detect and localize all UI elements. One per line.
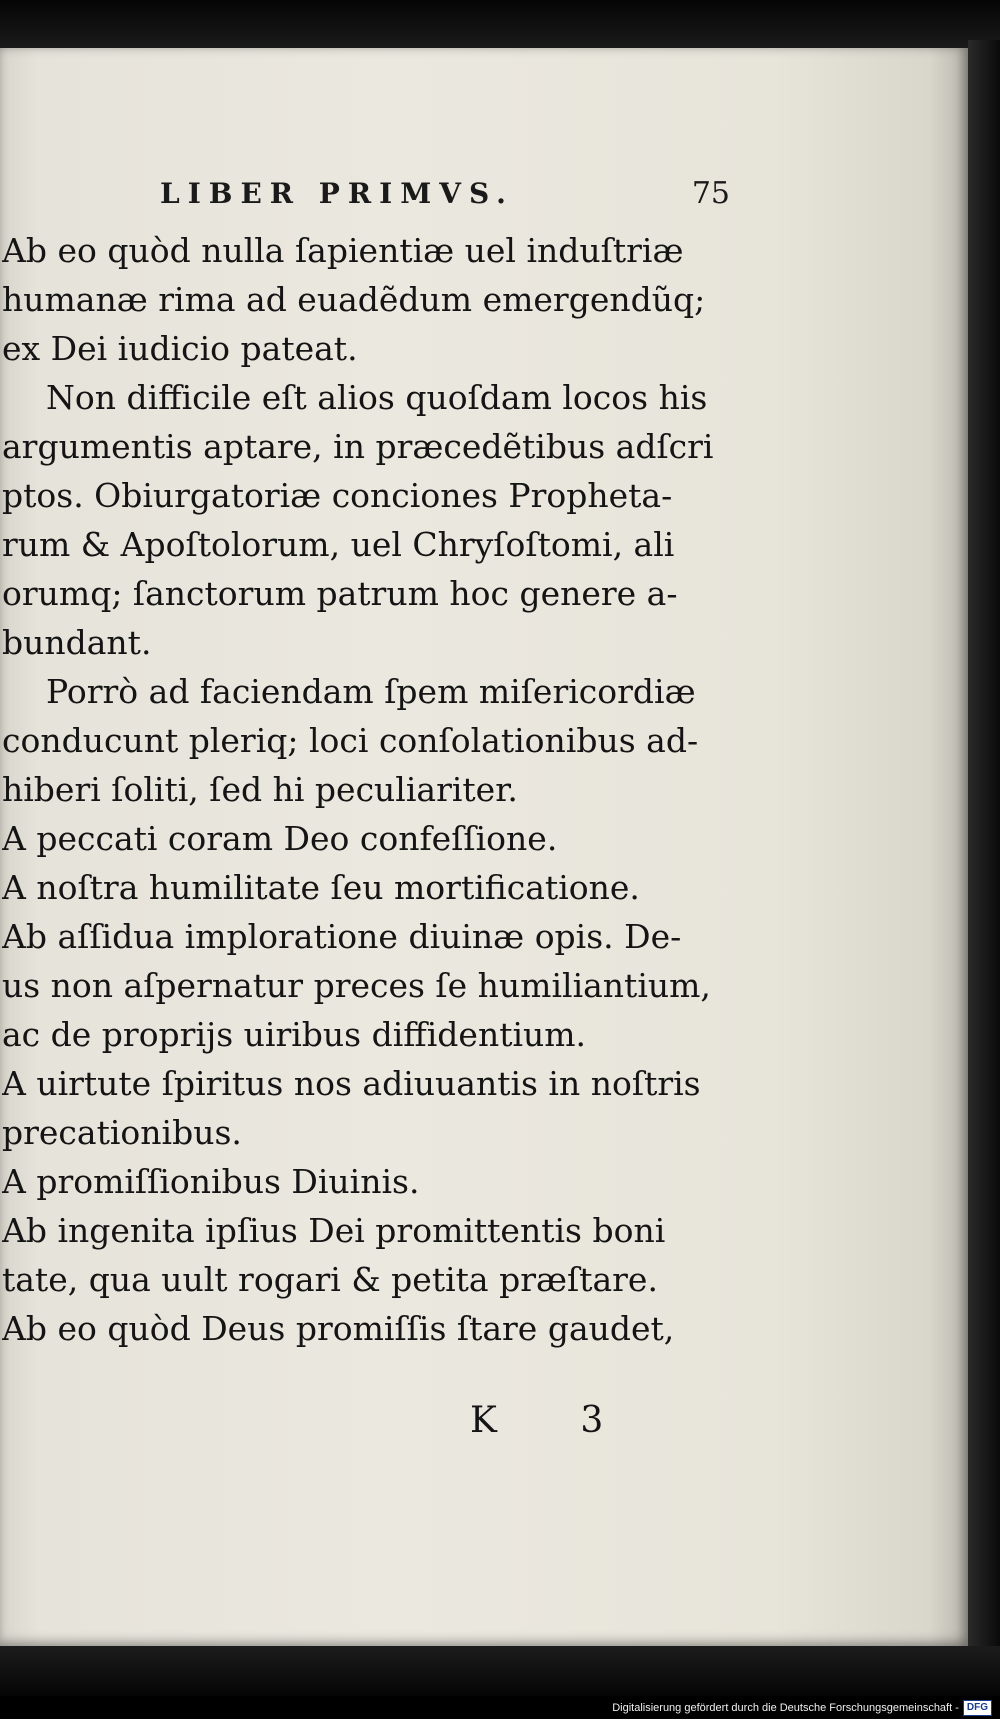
text-line: bundant. [2, 623, 152, 662]
text-line: Ab ingenita ipſius Dei promittentis boni [2, 1211, 666, 1250]
text-line: ptos. Obiurgatoriæ conciones Propheta- [2, 476, 673, 515]
text-line: us non aſpernatur preces ſe humiliantium, [2, 966, 711, 1005]
scan-bottom-border [0, 1646, 1000, 1696]
book-page [0, 48, 968, 1646]
text-line: ex Dei iudicio pateat. [2, 329, 358, 368]
text-line: Porrò ad faciendam ſpem miſericordiæ [46, 672, 696, 711]
text-line: Ab eo quòd nulla ſapientiæ uel induſtriæ [2, 231, 684, 270]
text-line: A peccati coram Deo confeſſione. [2, 819, 558, 858]
text-line: conducunt pleriq; loci conſolationibus ad- [2, 721, 699, 760]
footer-credit: Digitalisierung gefördert durch die Deutsche Forschungsgemeinschaft - [612, 1701, 959, 1714]
text-line: ac de proprijs uiribus diffidentium. [2, 1015, 587, 1054]
text-line: Ab eo quòd Deus promiſſis ſtare gaudet, [2, 1309, 675, 1348]
text-line: Non difficile eſt alios quoſdam locos his [46, 378, 708, 417]
text-line: A promiſſionibus Diuinis. [2, 1162, 420, 1201]
text-line: humanæ rima ad euadẽdum emergendũq; [2, 280, 706, 319]
running-head [160, 176, 730, 211]
text-line: hiberi ſoliti, ſed hi peculiariter. [2, 770, 518, 809]
text-line: Ab aſſidua imploratione diuinæ opis. De- [2, 917, 682, 956]
running-head-title: LIBER PRIMVS. [160, 177, 514, 210]
digitization-footer [0, 1696, 1000, 1719]
scan-top-border [0, 0, 1000, 48]
text-line: A noſtra humilitate ſeu mortificatione. [2, 868, 640, 907]
text-line: precationibus. [2, 1113, 242, 1152]
signature-mark: K 3 [470, 1400, 640, 1441]
text-line: orumq; ſanctorum patrum hoc genere a- [2, 574, 678, 613]
dfg-logo-icon: DFG [963, 1700, 992, 1716]
page-number: 75 [691, 176, 730, 211]
text-line: argumentis aptare, in præcedẽtibus adſcri [2, 427, 714, 466]
text-line: A uirtute ſpiritus nos adiuuantis in noſtris [2, 1064, 701, 1103]
text-line: tate, qua uult rogari & petita præſtare. [2, 1260, 658, 1299]
text-line: rum & Apoſtolorum, uel Chryſoſtomi, ali [2, 525, 675, 564]
scan-right-border [968, 40, 1000, 1660]
body-text [2, 226, 762, 1353]
